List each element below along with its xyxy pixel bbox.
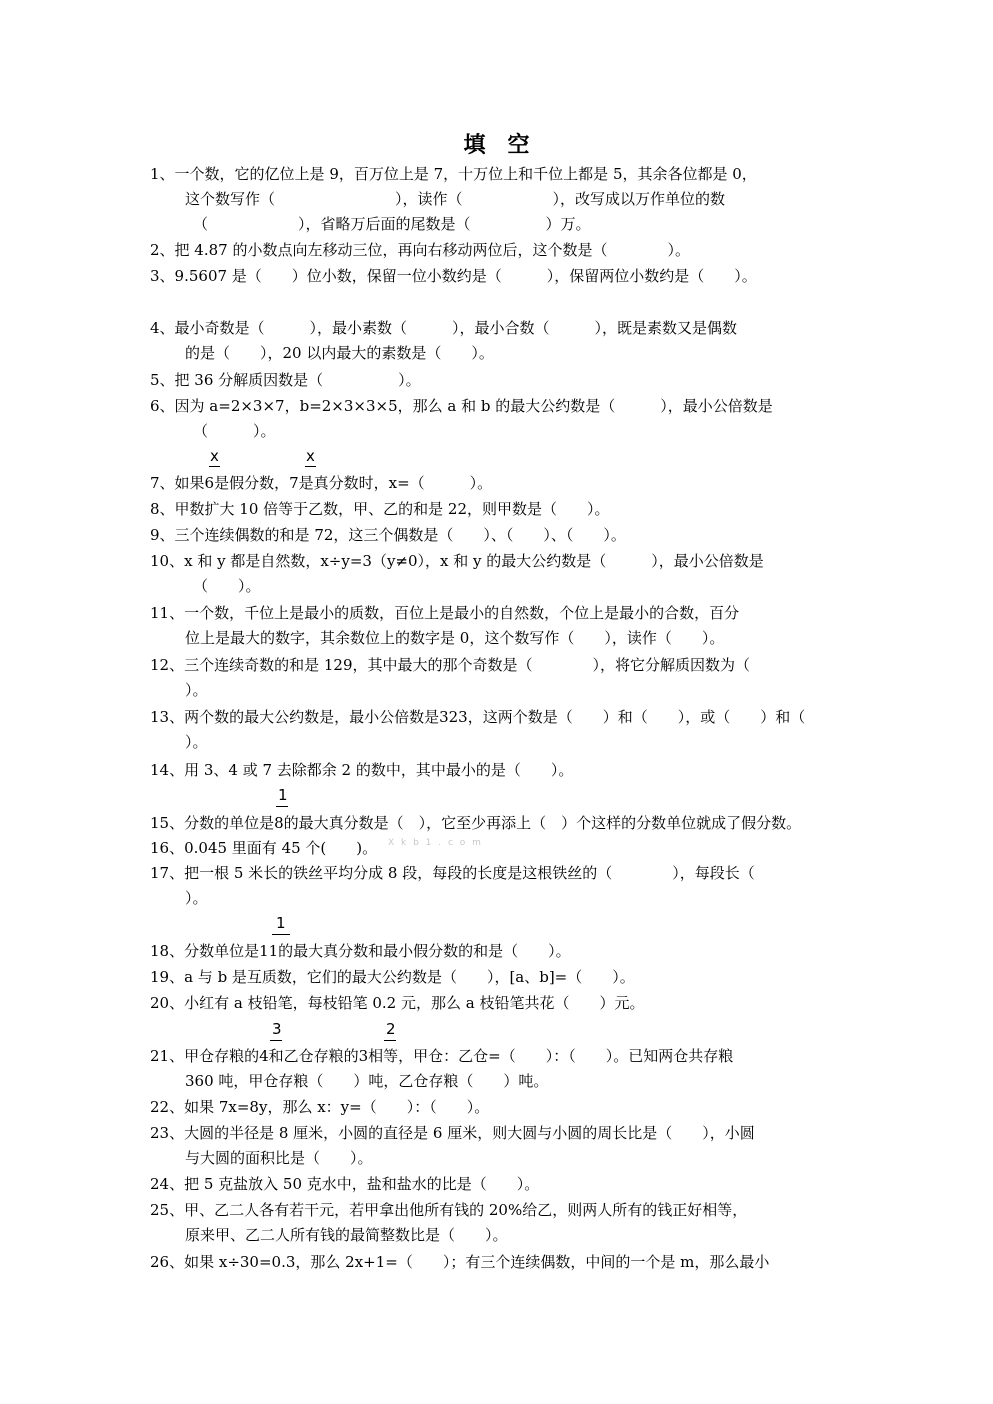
fraction-numerator: 3 [272,1020,282,1038]
question-21-line-1: 21、甲仓存粮的4和乙仓存粮的3相等，甲仓：乙仓=（ ）：（ ）。已知两仓共存粮 [150,1047,734,1065]
question-25-line-2: 原来甲、乙二人所有钱的最简整数比是（ ）。 [185,1226,508,1244]
question-4-line-1: 4、最小奇数是（ ），最小素数（ ），最小合数（ ），既是素数又是偶数 [150,319,738,337]
question-25-line-1: 25、甲、乙二人各有若干元，若甲拿出他所有钱的 20%给乙，则两人所有的钱正好相等， [150,1201,748,1219]
question-11-line-2: 位上是最大的数字，其余数位上的数字是 0，这个数写作（ ），读作（ ）。 [185,629,725,647]
fraction-numerator: x [210,447,219,465]
question-9: 9、三个连续偶数的和是 72，这三个偶数是（ ）、（ ）、（ ）。 [150,526,626,544]
question-24: 24、把 5 克盐放入 50 克水中，盐和盐水的比是（ ）。 [150,1175,540,1193]
page-title: 填 空 [463,132,530,158]
fraction-bar [276,806,288,807]
question-12-line-1: 12、三个连续奇数的和是 129，其中最大的那个奇数是（ ），将它分解质因数为（ [150,656,750,674]
question-18: 18、分数单位是11的最大真分数和最小假分数的和是（ ）。 [150,942,571,960]
question-10-line-2: （ ）。 [193,577,261,595]
fraction-bar [270,1040,282,1041]
question-12-line-2: ）。 [185,681,208,699]
question-1-line-3: （ ），省略万后面的尾数是（ ）万。 [193,215,591,233]
fraction-bar [272,934,290,935]
fraction-numerator: 2 [386,1020,396,1038]
question-15: 15、分数的单位是8的最大真分数是（ ），它至少再添上（ ）个这样的分数单位就成了假分数。 [150,814,802,832]
question-7: 7、如果6是假分数，7是真分数时，x=（ ）。 [150,474,493,492]
question-16: 16、0.045 里面有 45 个( )。 [150,839,378,857]
question-21-line-2: 360 吨，甲仓存粮（ ）吨，乙仓存粮（ ）吨。 [185,1072,549,1090]
question-6-line-1: 6、因为 a=2×3×7，b=2×3×3×5，那么 a 和 b 的最大公约数是（ ），最小公倍数是 [150,397,773,415]
question-5: 5、把 36 分解质因数是（ ）。 [150,371,421,389]
question-26: 26、如果 x÷30=0.3，那么 2x+1=（ ）；有三个连续偶数，中间的一个是 m，那么最小 [150,1253,770,1271]
question-1-line-1: 1、一个数，它的亿位上是 9，百万位上是 7，十万位上和千位上都是 5，其余各位都是 0， [150,165,757,183]
fraction-numerator: 1 [276,914,286,932]
question-8: 8、甲数扩大 10 倍等于乙数，甲、乙的和是 22，则甲数是（ ）。 [150,500,610,518]
question-14: 14、用 3、4 或 7 去除都余 2 的数中，其中最小的是（ ）。 [150,761,574,779]
question-20: 20、小红有 a 枝铅笔，每枝铅笔 0.2 元，那么 a 枝铅笔共花（ ）元。 [150,994,645,1012]
question-4-line-2: 的是（ ），20 以内最大的素数是（ ）。 [185,344,494,362]
fraction-numerator: x [306,447,315,465]
question-1-line-2: 这个数写作（ ），读作（ ），改写成以万作单位的数 [185,190,726,208]
watermark: X k b 1 . c o m [388,838,483,848]
question-23-line-2: 与大圆的面积比是（ ）。 [185,1149,373,1167]
question-13-line-1: 13、两个数的最大公约数是，最小公倍数是323，这两个数是（ ）和（ ），或（ ）和（ [150,708,806,726]
question-22: 22、如果 7x=8y，那么 x：y=（ ）：（ ）。 [150,1098,490,1116]
question-23-line-1: 23、大圆的半径是 8 厘米，小圆的直径是 6 厘米，则大圆与小圆的周长比是（ ），小圆 [150,1124,755,1142]
question-3: 3、9.5607 是（ ）位小数，保留一位小数约是（ ），保留两位小数约是（ ）。 [150,267,757,285]
question-10-line-1: 10、x 和 y 都是自然数，x÷y=3（y≠0），x 和 y 的最大公约数是（ ），最小公倍数是 [150,552,764,570]
fraction-bar [305,466,316,467]
question-2: 2、把 4.87 的小数点向左移动三位，再向右移动两位后，这个数是（ ）。 [150,241,690,259]
question-19: 19、a 与 b 是互质数，它们的最大公约数是（ ），[a、b]=（ ）。 [150,968,635,986]
question-11-line-1: 11、一个数，千位上是最小的质数，百位上是最小的自然数，个位上是最小的合数，百分 [150,604,740,622]
fraction-numerator: 1 [278,786,288,804]
question-6-line-2: （ ）。 [193,422,276,440]
question-17-line-1: 17、把一根 5 米长的铁丝平均分成 8 段，每段的长度是这根铁丝的（ ），每段长（ [150,864,755,882]
fraction-bar [209,466,220,467]
question-17-line-2: ）。 [185,889,208,907]
question-13-line-2: ）。 [185,733,208,751]
fraction-bar [384,1040,396,1041]
